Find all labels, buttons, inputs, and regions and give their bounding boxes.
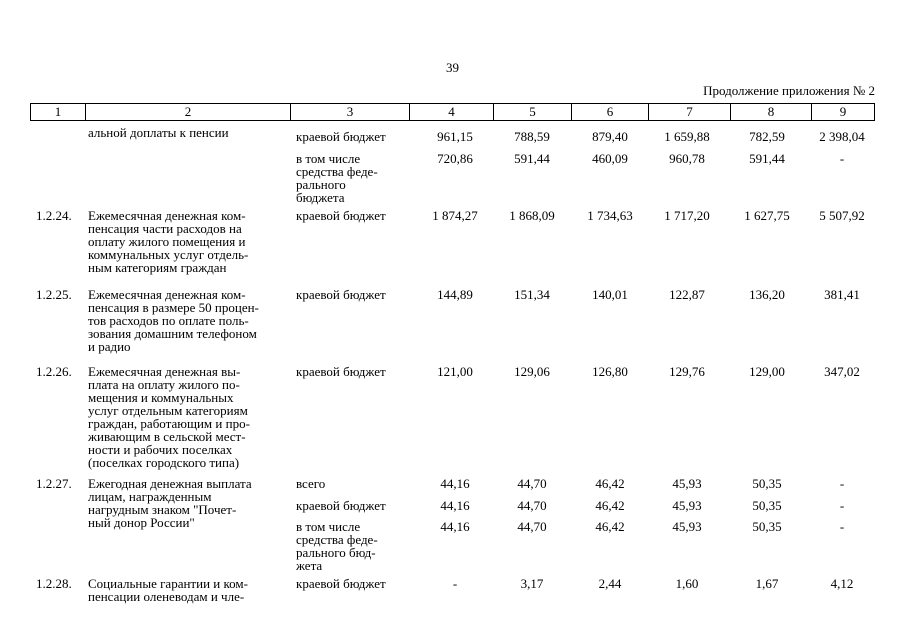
column-header-4: 4 bbox=[409, 103, 494, 121]
row-number: 1.2.25. bbox=[36, 287, 72, 302]
value-col-8: 591,44 bbox=[749, 151, 785, 166]
value-col-5: 788,59 bbox=[514, 129, 550, 144]
row-name: Ежегодная денежная выплата лицам, награжденным нагрудным знаком "Почет- ный донор России" bbox=[88, 476, 252, 530]
value-col-9: 381,41 bbox=[824, 287, 860, 302]
funding-source: краевой бюджет bbox=[296, 129, 386, 144]
column-header-9: 9 bbox=[811, 103, 875, 121]
value-col-5: 3,17 bbox=[520, 576, 544, 591]
value-col-6: 126,80 bbox=[592, 364, 628, 379]
value-col-9: - bbox=[839, 476, 845, 491]
value-col-9: - bbox=[839, 498, 845, 513]
table-header bbox=[30, 103, 875, 121]
funding-source: краевой бюджет bbox=[296, 208, 386, 223]
value-col-4: 144,89 bbox=[437, 287, 473, 302]
column-header-3: 3 bbox=[290, 103, 410, 121]
column-header-5: 5 bbox=[493, 103, 572, 121]
page-number: 39 bbox=[446, 60, 459, 75]
column-header-2: 2 bbox=[85, 103, 291, 121]
row-number: 1.2.27. bbox=[36, 476, 72, 491]
value-col-7: 45,93 bbox=[672, 498, 702, 513]
value-col-5: 44,70 bbox=[517, 519, 547, 534]
value-col-6: 1 734,63 bbox=[587, 208, 633, 223]
value-col-8: 1 627,75 bbox=[744, 208, 790, 223]
value-col-9: 5 507,92 bbox=[819, 208, 865, 223]
value-col-6: 879,40 bbox=[592, 129, 628, 144]
value-col-7: 45,93 bbox=[672, 476, 702, 491]
value-col-8: 50,35 bbox=[752, 498, 782, 513]
value-col-7: 1 717,20 bbox=[664, 208, 710, 223]
value-col-4: 44,16 bbox=[440, 498, 470, 513]
value-col-6: 2,44 bbox=[598, 576, 622, 591]
row-name: Социальные гарантии и ком- пенсации оленеводам и чле- bbox=[88, 576, 248, 604]
row-number: 1.2.24. bbox=[36, 208, 72, 223]
funding-source: краевой бюджет bbox=[296, 287, 386, 302]
column-header-1: 1 bbox=[30, 103, 86, 121]
value-col-8: 50,35 bbox=[752, 519, 782, 534]
value-col-4: 720,86 bbox=[437, 151, 473, 166]
value-col-7: 45,93 bbox=[672, 519, 702, 534]
row-name: Ежемесячная денежная ком- пенсация части расходов на оплату жилого помещения и коммунальных услуг отдель- ным категориям граждан bbox=[88, 208, 249, 275]
row-name: альной доплаты к пенсии bbox=[88, 125, 229, 140]
funding-source: краевой бюджет bbox=[296, 364, 386, 379]
value-col-8: 129,00 bbox=[749, 364, 785, 379]
value-col-7: 129,76 bbox=[669, 364, 705, 379]
row-number: 1.2.26. bbox=[36, 364, 72, 379]
value-col-9: 4,12 bbox=[830, 576, 854, 591]
row-name: Ежемесячная денежная вы- плата на оплату жилого по- мещения и коммунальных услуг отдельным категориям граждан, работающим и про- живающим в сельской мест- ности и рабочих поселках (поселках городского типа) bbox=[88, 364, 250, 470]
value-col-9: - bbox=[839, 151, 845, 166]
value-col-8: 136,20 bbox=[749, 287, 785, 302]
row-number: 1.2.28. bbox=[36, 576, 72, 591]
value-col-4: 961,15 bbox=[437, 129, 473, 144]
funding-source: всего bbox=[296, 476, 326, 491]
value-col-9: 347,02 bbox=[824, 364, 860, 379]
value-col-5: 44,70 bbox=[517, 476, 547, 491]
value-col-5: 129,06 bbox=[514, 364, 550, 379]
column-header-8: 8 bbox=[730, 103, 812, 121]
value-col-6: 46,42 bbox=[595, 476, 625, 491]
value-col-5: 151,34 bbox=[514, 287, 550, 302]
value-col-7: 1 659,88 bbox=[664, 129, 710, 144]
value-col-6: 46,42 bbox=[595, 519, 625, 534]
value-col-8: 782,59 bbox=[749, 129, 785, 144]
value-col-8: 1,67 bbox=[755, 576, 779, 591]
value-col-4: 44,16 bbox=[440, 476, 470, 491]
value-col-5: 1 868,09 bbox=[509, 208, 555, 223]
value-col-6: 460,09 bbox=[592, 151, 628, 166]
value-col-7: 960,78 bbox=[669, 151, 705, 166]
value-col-7: 122,87 bbox=[669, 287, 705, 302]
funding-source: краевой бюджет bbox=[296, 498, 386, 513]
row-name: Ежемесячная денежная ком- пенсация в размере 50 процен- тов расходов по оплате поль- зования домашним телефоном и радио bbox=[88, 287, 259, 354]
continuation-caption: Продолжение приложения № 2 bbox=[703, 83, 875, 98]
funding-source: в том числе средства феде- рального бюджета bbox=[296, 151, 378, 205]
value-col-5: 591,44 bbox=[514, 151, 550, 166]
value-col-4: 121,00 bbox=[437, 364, 473, 379]
value-col-6: 140,01 bbox=[592, 287, 628, 302]
column-header-7: 7 bbox=[648, 103, 731, 121]
value-col-5: 44,70 bbox=[517, 498, 547, 513]
funding-source: в том числе средства феде- рального бюд- жета bbox=[296, 519, 378, 573]
value-col-8: 50,35 bbox=[752, 476, 782, 491]
column-header-6: 6 bbox=[571, 103, 649, 121]
value-col-6: 46,42 bbox=[595, 498, 625, 513]
value-col-7: 1,60 bbox=[675, 576, 699, 591]
value-col-4: 44,16 bbox=[440, 519, 470, 534]
value-col-4: 1 874,27 bbox=[432, 208, 478, 223]
value-col-9: - bbox=[839, 519, 845, 534]
value-col-4: - bbox=[452, 576, 458, 591]
funding-source: краевой бюджет bbox=[296, 576, 386, 591]
value-col-9: 2 398,04 bbox=[819, 129, 865, 144]
